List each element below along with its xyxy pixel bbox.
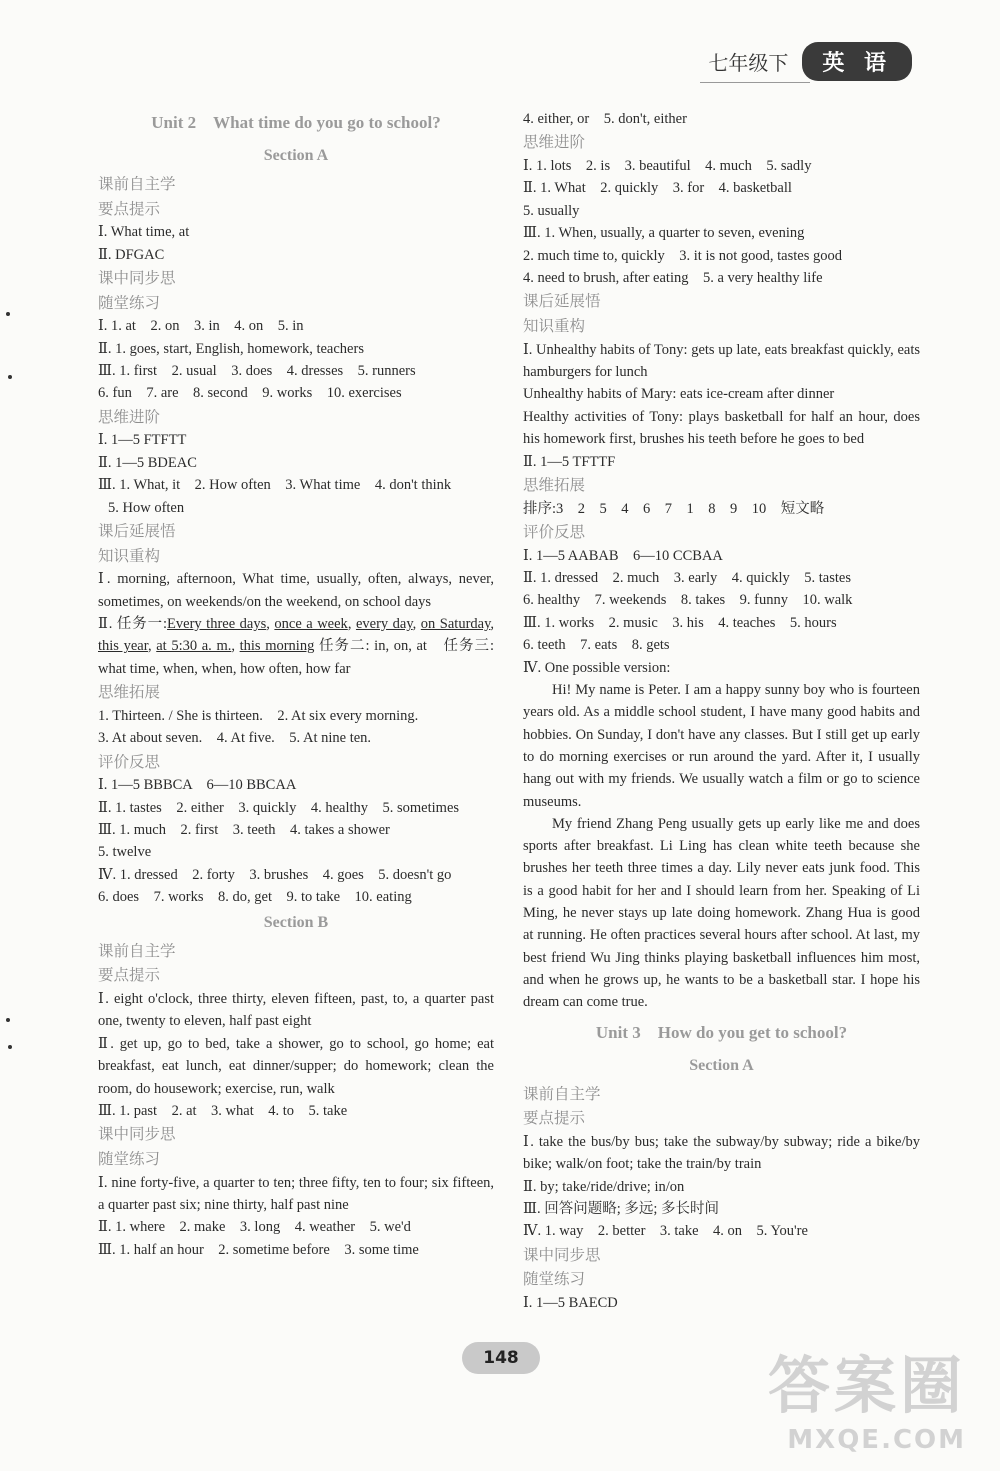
heading: 课中同步思	[98, 1125, 176, 1144]
margin-dot	[6, 1018, 10, 1022]
heading: 思维拓展	[98, 683, 161, 702]
answer-line: Ⅲ. 1. What, it 2. How often 3. What time 4. don't think	[98, 477, 452, 494]
answer-line: Ⅰ. 1—5 BAECD	[523, 1294, 618, 1311]
section-title: Section A	[263, 147, 329, 164]
answer-line: Ⅳ. One possible version:	[523, 659, 671, 676]
right-column	[523, 108, 920, 1314]
answer-line: Ⅱ. 1. goes, start, English, homework, teachers	[98, 340, 364, 357]
separator: ,	[147, 638, 157, 655]
heading: 知识重构	[523, 317, 586, 336]
underlined-answer: on Saturday	[420, 616, 491, 633]
heading: 思维进阶	[98, 407, 161, 426]
task-prefix: Ⅱ. 任务一:	[98, 616, 168, 633]
heading: 课中同步思	[523, 1245, 601, 1264]
answer-line: Ⅱ. 1. What 2. quickly 3. for 4. basketball	[523, 180, 792, 197]
answer-line: 2. much time to, quickly 3. it is not good, tastes good	[523, 247, 842, 264]
answer-line: Ⅱ. 1. dressed 2. much 3. early 4. quickly 5. tastes	[523, 570, 851, 587]
underlined-answer: every day	[355, 616, 413, 633]
separator: ,	[490, 616, 495, 633]
section-title: Section A	[689, 1056, 754, 1074]
heading: 随堂练习	[98, 293, 161, 312]
grade-label: 七年级下	[708, 51, 789, 75]
answer-paragraph: Ⅰ. nine forty-five, a quarter to ten; three fifty, ten to four; six fifteen, a quarter past six; nine thirty, half past nine	[98, 1174, 494, 1213]
answer-line: Ⅰ. 1—5 FTFTT	[98, 432, 187, 449]
task-rest: 任务二: in, on, at 任务三: what time, when, when, how often, how far	[98, 638, 495, 677]
heading: 要点提示	[523, 1109, 586, 1128]
answer-line: 3. At about seven. 4. At five. 5. At nine ten.	[98, 730, 372, 747]
answer-line: 6. healthy 7. weekends 8. takes 9. funny 10. walk	[523, 592, 853, 609]
answer-line: 1. Thirteen. / She is thirteen. 2. At six every morning.	[98, 707, 419, 724]
heading: 课后延展悟	[523, 292, 601, 311]
answer-line: 6. does 7. works 8. do, get 9. to take 10. eating	[98, 889, 412, 906]
answer-line: 排序:3 2 5 4 6 7 1 8 9 10 短文略	[523, 500, 825, 517]
heading: 课后延展悟	[98, 522, 176, 541]
answer-line: Ⅳ. 1. way 2. better 3. take 4. on 5. You're	[523, 1223, 808, 1240]
underlined-answer: Every three days	[167, 616, 267, 633]
task-answers	[98, 613, 494, 680]
answer-paragraph: Ⅱ. get up, go to bed, take a shower, go to school, go home; eat breakfast, eat lunch, eat dinner/supper; do homework; clean the room, do housework; exercise, run, walk	[98, 1035, 494, 1097]
margin-dot	[8, 1045, 12, 1049]
essay-paragraph: My friend Zhang Peng usually gets up early like me and does sports after breakfast. Li Ling has clean white teeth because she brushes her teeth three times a day. Lily never eats junk food. This is a good habit for her and I should learn from her. Speaking of Li Ming, he never stays up late doing homework. Zhang Hua is good at running. He often practices several hours after school. At last, my best friend Wu Jing thinks playing basketball influences him most, and when he grows up, he wants to be a basketball star. I hope his dream can come true.	[523, 815, 920, 1011]
section-title: Section B	[263, 913, 329, 931]
left-column	[98, 108, 494, 1261]
answer-line: 6. teeth 7. eats 8. gets	[523, 637, 670, 654]
heading: 课中同步思	[98, 269, 176, 287]
essay-paragraph: Hi! My name is Peter. I am a happy sunny boy who is fourteen years old. As a middle school student, I have many good habits and hobbies. On Sunday, I don't have any classes. But I still get up early to do morning exercises or run around the yard. After it, I usually hang out with my friends. We usually watch a film or go to science museums.	[523, 682, 920, 810]
answer-line: 5. usually	[523, 202, 580, 219]
answer-line: Unhealthy habits of Mary: eats ice-cream after dinner	[523, 386, 835, 403]
answer-line: Ⅳ. 1. dressed 2. forty 3. brushes 4. goes 5. doesn't go	[98, 866, 452, 883]
subject-badge: 英 语	[802, 42, 912, 81]
watermark-url: MXQE.COM	[787, 1425, 966, 1455]
answer-paragraph: Ⅱ. 1. tastes 2. either 3. quickly 4. healthy 5. sometimes	[98, 799, 460, 816]
answer-line: Ⅲ. 1. half an hour 2. sometime before 3. some time	[98, 1241, 419, 1258]
answer-line: Ⅲ. 1. first 2. usual 3. does 4. dresses 5. runners	[98, 363, 416, 379]
page-number: 148	[462, 1342, 540, 1374]
answer-paragraph: Ⅰ. take the bus/by bus; take the subway/by subway; ride a bike/by bike; walk/on foot; take the train/by train	[523, 1133, 920, 1173]
heading: 思维进阶	[523, 133, 586, 152]
separator: ,	[231, 638, 240, 655]
header-rule	[700, 82, 810, 83]
margin-dot	[6, 312, 10, 316]
answer-line: Ⅰ. 1—5 AABAB 6—10 CCBAA	[523, 547, 723, 564]
separator: ,	[266, 616, 275, 633]
heading: 课前自主学	[98, 941, 176, 960]
answer-line: Ⅲ. 回答问题略; 多远; 多长时间	[523, 1200, 720, 1217]
answer-line: Ⅰ. 1. at 2. on 3. in 4. on 5. in	[98, 318, 304, 335]
heading: 课前自主学	[98, 175, 176, 193]
unit-title: Unit 3 How do you get to school?	[595, 1022, 848, 1042]
answer-line: Ⅲ. 1. works 2. music 3. his 4. teaches 5. hours	[523, 614, 837, 631]
answer-paragraph: Ⅰ. morning, afternoon, What time, usually, often, always, never, sometimes, on weekends/on the weekend, on school days	[98, 571, 494, 610]
answer-line: Ⅰ. 1—5 BBBCA 6—10 BBCAA	[98, 777, 297, 794]
answer-line: 5. How often	[108, 499, 185, 516]
underlined-answer: at 5:30 a. m.	[156, 638, 232, 655]
heading: 知识重构	[98, 546, 161, 565]
heading: 思维拓展	[523, 476, 586, 495]
unit-title: Unit 2 What time do you go to school?	[151, 113, 441, 132]
answer-paragraph: Ⅰ. Unhealthy habits of Tony: gets up late, eats breakfast quickly, eats hamburgers for lunch	[523, 341, 920, 381]
underlined-answer: once a week	[274, 616, 348, 633]
answer-line: 6. fun 7. are 8. second 9. works 10. exercises	[98, 385, 402, 402]
answer-line: Ⅱ. 1. where 2. make 3. long 4. weather 5. we'd	[98, 1219, 411, 1236]
underlined-answer: this year	[98, 638, 148, 655]
heading: 随堂练习	[523, 1270, 586, 1289]
page-header	[708, 42, 912, 81]
watermark-text: 答案圈	[767, 1349, 966, 1422]
answer-line: Ⅲ. 1. past 2. at 3. what 4. to 5. take	[98, 1102, 348, 1119]
heading: 课前自主学	[523, 1084, 601, 1103]
answer-line: Ⅱ. 1—5 TFTTF	[523, 453, 616, 470]
answer-line: 4. need to brush, after eating 5. a very healthy life	[523, 270, 823, 287]
answer-line: Ⅲ. 1. When, usually, a quarter to seven, evening	[523, 225, 805, 242]
heading: 评价反思	[523, 523, 586, 542]
heading: 要点提示	[98, 966, 161, 985]
heading: 随堂练习	[98, 1149, 161, 1168]
answer-line: Ⅱ. 1—5 BDEAC	[98, 454, 197, 471]
heading: 要点提示	[98, 199, 161, 218]
answer-line: Ⅱ. by; take/ride/drive; in/on	[523, 1178, 685, 1195]
answer-line: 4. either, or 5. don't, either	[523, 111, 687, 127]
underlined-answer: this morning	[239, 638, 315, 655]
answer-paragraph: Healthy activities of Tony: plays basketball for half an hour, does his homework first, brushes his teeth before he goes to bed	[523, 408, 920, 448]
answer-line: Ⅰ. 1. lots 2. is 3. beautiful 4. much 5. sadly	[523, 158, 812, 174]
heading: 评价反思	[98, 752, 161, 771]
watermark	[768, 1336, 966, 1455]
margin-dot	[8, 375, 12, 379]
answer-paragraph: Ⅰ. eight o'clock, three thirty, eleven fifteen, past, to, a quarter past one, twenty to eleven, half past eight	[98, 990, 494, 1030]
separator: ,	[412, 616, 421, 633]
answer-line: 5. twelve	[98, 844, 152, 861]
answer-line: Ⅱ. DFGAC	[98, 246, 165, 263]
answer-line: Ⅲ. 1. much 2. first 3. teeth 4. takes a shower	[98, 822, 390, 839]
separator: ,	[347, 616, 356, 633]
answer-line: Ⅰ. What time, at	[98, 224, 190, 241]
